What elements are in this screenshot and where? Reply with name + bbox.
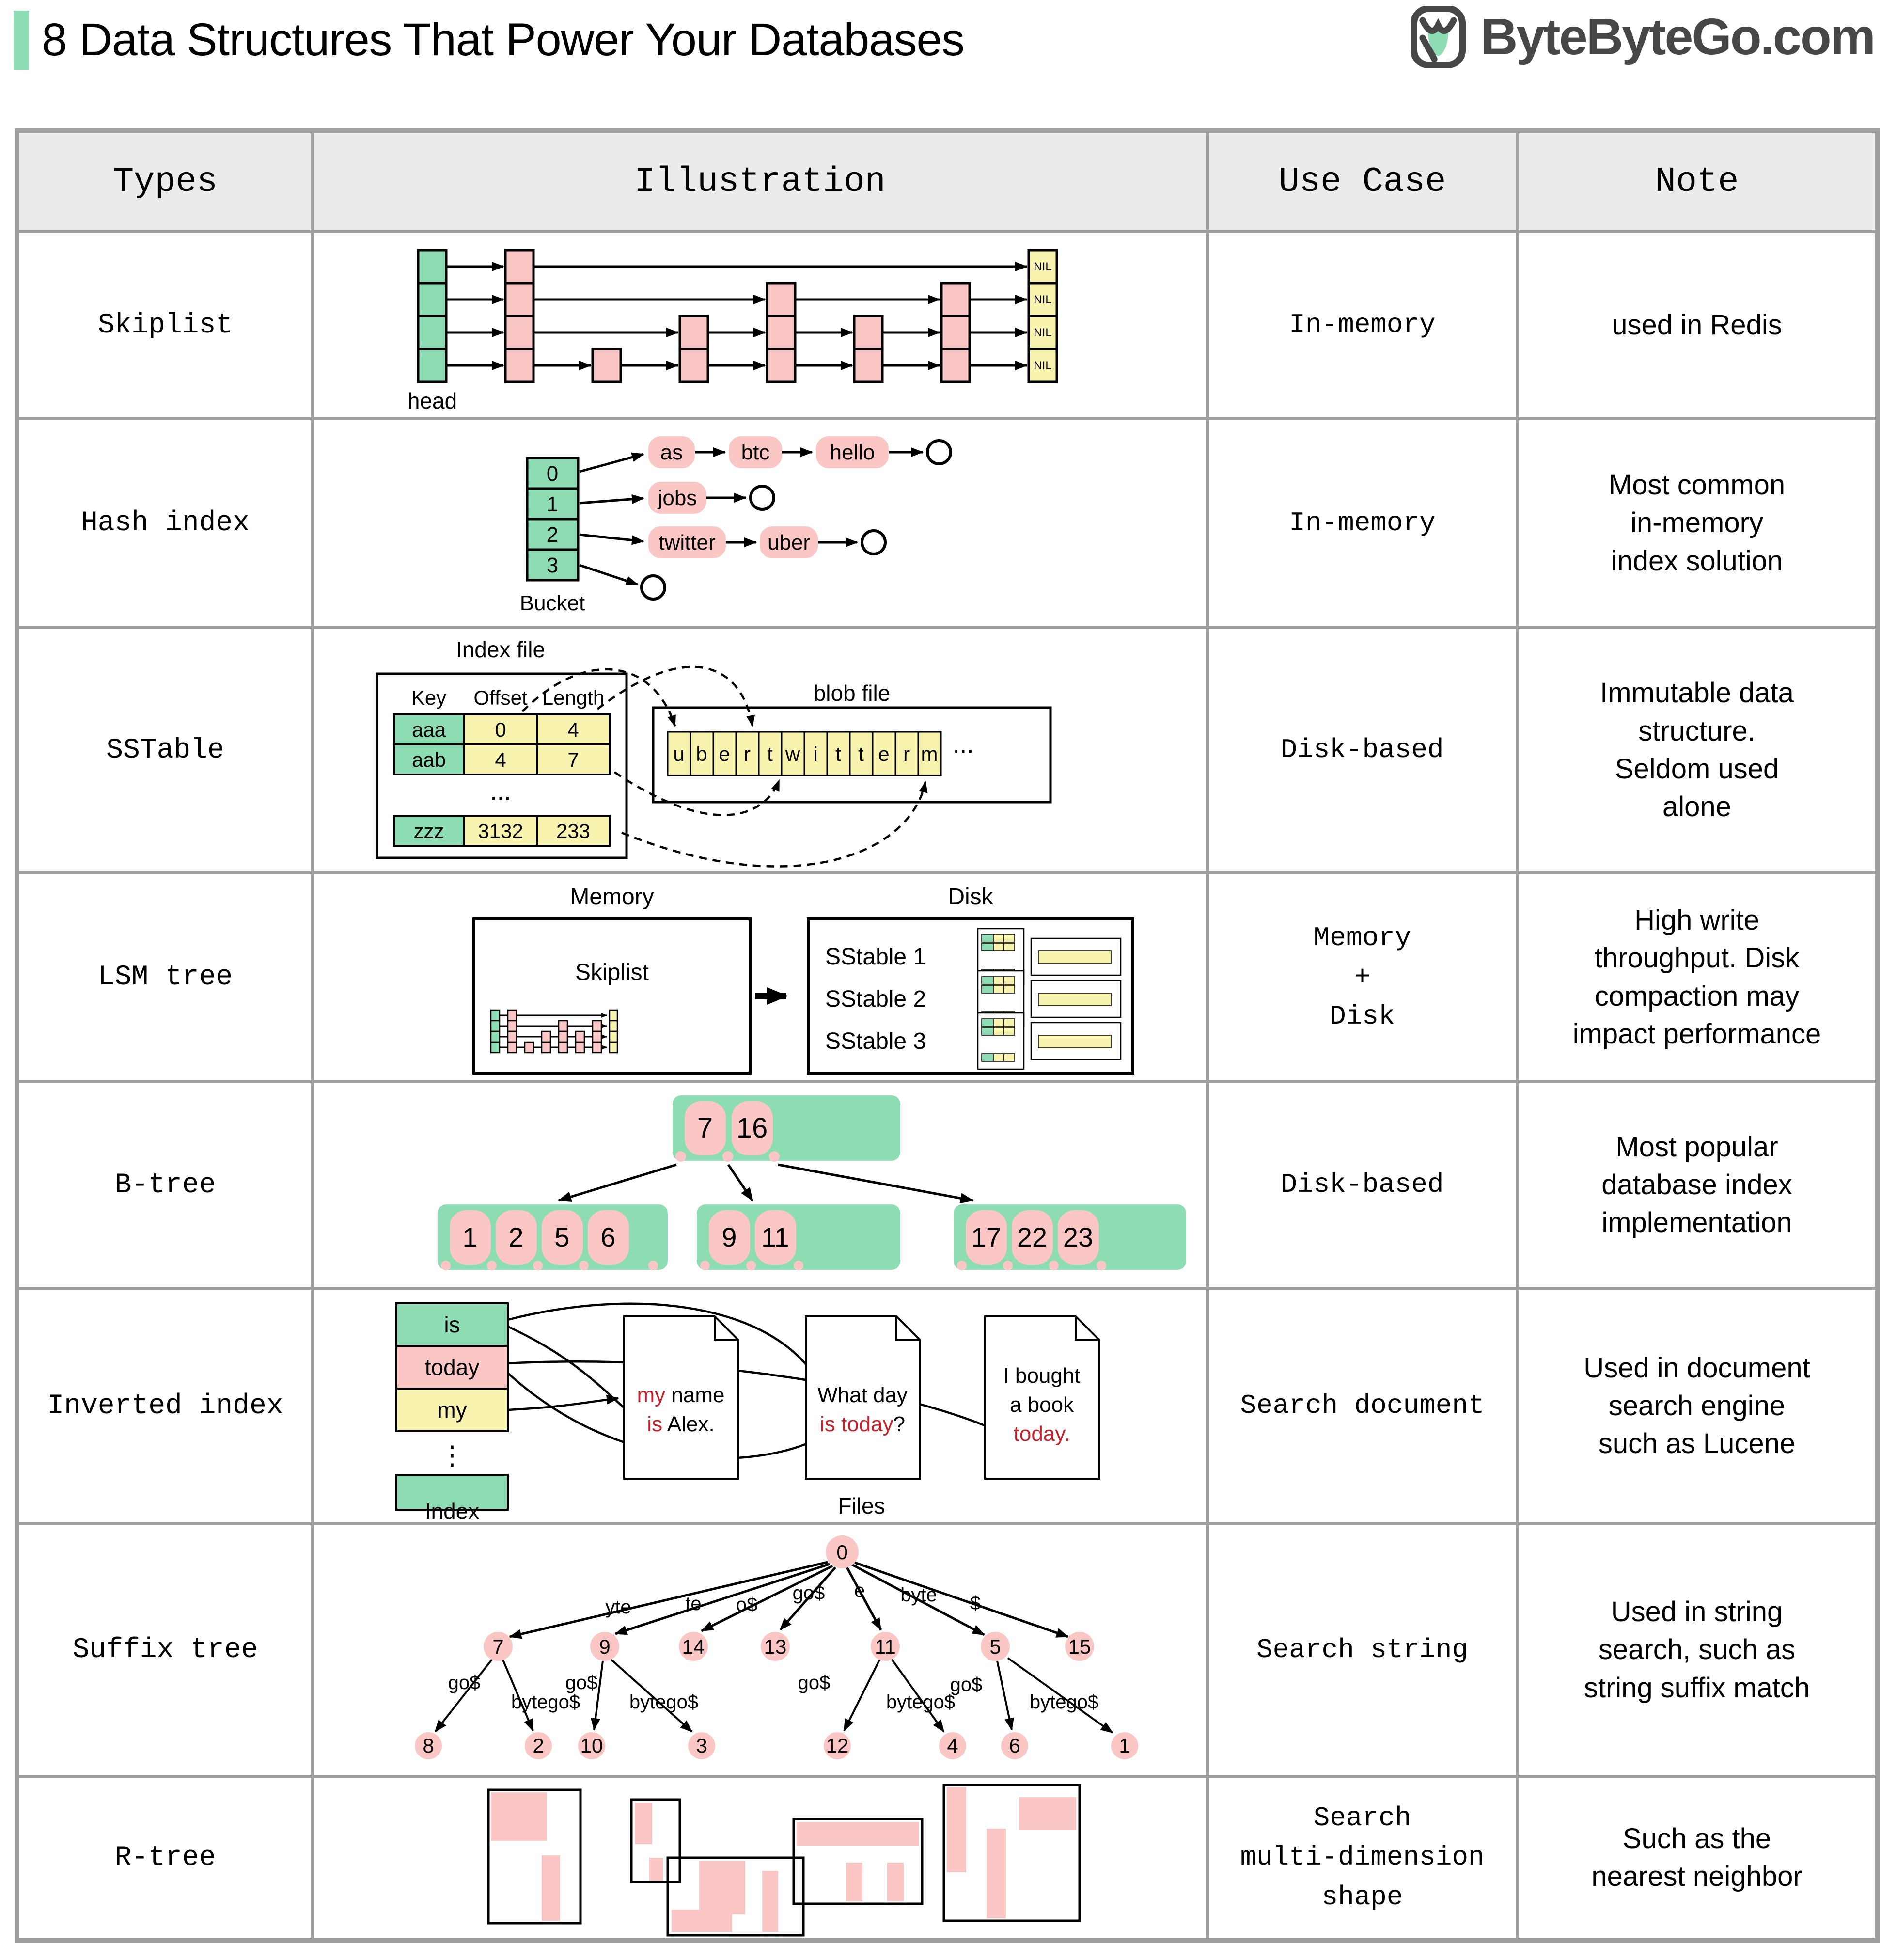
svg-text:SStable 2: SStable 2: [825, 986, 926, 1012]
svg-text:1: 1: [546, 492, 559, 516]
type-hash-index: Hash index: [19, 420, 311, 626]
hash-arrows: [580, 452, 923, 585]
svg-text:Length: Length: [542, 686, 605, 709]
lsm-sstable-thumbnails: [978, 929, 1121, 1069]
svg-text:is: is: [444, 1312, 460, 1337]
svg-text:233: 233: [556, 820, 591, 842]
svg-text:13: 13: [764, 1635, 787, 1658]
svg-text:aaa: aaa: [411, 718, 446, 741]
illustration-suffix-tree: [314, 1525, 1206, 1775]
logo-text: ByteByteGo.com: [1480, 8, 1874, 65]
skiplist-head-label: head: [407, 388, 457, 413]
inverted-index-diagram: [314, 1290, 1206, 1522]
svg-text:hello: hello: [830, 441, 875, 464]
svg-text:t: t: [858, 743, 864, 765]
header-types: Types: [19, 133, 311, 230]
svg-text:SStable 1: SStable 1: [825, 944, 926, 970]
usecase-inverted-index: Search document: [1209, 1290, 1516, 1522]
note-hash-index: Most common in-memory index solution: [1519, 420, 1875, 626]
type-btree: B-tree: [19, 1083, 311, 1287]
svg-text:23: 23: [1063, 1222, 1094, 1252]
svg-text:bytego$: bytego$: [1029, 1691, 1099, 1713]
svg-text:10: 10: [580, 1734, 603, 1757]
svg-text:4: 4: [567, 718, 579, 741]
usecase-btree: Disk-based: [1209, 1083, 1516, 1287]
sstable-diagram: [314, 629, 1206, 871]
svg-text:14: 14: [682, 1635, 705, 1658]
svg-text:aab: aab: [411, 748, 446, 771]
svg-text:bytego$: bytego$: [886, 1691, 956, 1713]
svg-text:e: e: [854, 1580, 865, 1601]
svg-text:as: as: [660, 441, 683, 464]
skiplist-columns: [418, 250, 1057, 382]
svg-text:bytego$: bytego$: [629, 1691, 699, 1713]
btree-child-node-1: [438, 1204, 668, 1270]
type-suffix-tree: Suffix tree: [19, 1525, 311, 1775]
svg-text:SStable 3: SStable 3: [825, 1028, 926, 1054]
btree-root-node: [673, 1095, 900, 1162]
svg-text:What day: What day: [817, 1383, 908, 1407]
sstable-index-file-label: Index file: [455, 637, 546, 662]
svg-text:12: 12: [826, 1734, 849, 1757]
svg-text:2: 2: [533, 1734, 544, 1757]
svg-text:NIL: NIL: [1034, 293, 1052, 306]
svg-text:11: 11: [761, 1222, 790, 1252]
svg-text:2: 2: [546, 523, 559, 547]
svg-text:1: 1: [462, 1222, 478, 1252]
svg-text:16: 16: [736, 1112, 768, 1144]
hash-bucket-label: Bucket: [519, 591, 585, 615]
illustration-btree: [314, 1083, 1206, 1287]
svg-text:5: 5: [989, 1635, 1001, 1658]
svg-text:uber: uber: [767, 531, 811, 554]
btree-pointer-arrows: [559, 1165, 973, 1201]
svg-text:Key: Key: [411, 686, 447, 709]
note-sstable: Immutable data structure. Seldom used alone: [1519, 629, 1875, 871]
svg-text:go$: go$: [565, 1672, 598, 1693]
svg-text:e: e: [719, 743, 730, 765]
note-inverted-index: Used in document search engine such as Lucene: [1519, 1290, 1875, 1522]
svg-text:I bought: I bought: [1003, 1364, 1081, 1388]
skiplist-head-column: [418, 250, 446, 382]
svg-text:4: 4: [495, 748, 506, 771]
svg-text:t: t: [835, 743, 841, 765]
svg-text:8: 8: [423, 1734, 434, 1757]
note-skiplist: used in Redis: [1519, 233, 1875, 417]
type-inverted-index: Inverted index: [19, 1290, 311, 1522]
svg-text:byte: byte: [900, 1584, 937, 1606]
type-lsm-tree: LSM tree: [19, 874, 311, 1080]
svg-text:bytego$: bytego$: [511, 1691, 580, 1713]
svg-text:twitter: twitter: [658, 531, 716, 554]
svg-text:22: 22: [1017, 1222, 1048, 1252]
btree-child-node-2: [697, 1204, 900, 1270]
data-structures-table: [15, 128, 1880, 1943]
svg-text:0: 0: [546, 462, 559, 486]
usecase-lsm-tree: Memory + Disk: [1209, 874, 1516, 1080]
svg-text:0: 0: [495, 718, 506, 741]
svg-text:yte: yte: [605, 1596, 631, 1618]
svg-text:jobs: jobs: [658, 486, 697, 510]
svg-text:today: today: [424, 1355, 480, 1380]
svg-text:zzz: zzz: [413, 820, 444, 842]
svg-text:2: 2: [508, 1222, 524, 1252]
svg-text:go$: go$: [798, 1672, 831, 1693]
inverted-index-arrows: [508, 1304, 998, 1458]
svg-text:my name: my name: [637, 1383, 725, 1407]
lsm-tree-diagram: [314, 874, 1206, 1080]
files-label: Files: [838, 1493, 885, 1518]
svg-text:3132: 3132: [478, 820, 523, 842]
header-illustration: Illustration: [314, 133, 1206, 230]
suffix-tree-diagram: [314, 1525, 1206, 1775]
sstable-blob-file-label: blob file: [813, 680, 891, 706]
svg-text:6: 6: [1009, 1734, 1020, 1757]
svg-text:$: $: [970, 1593, 981, 1614]
svg-text:te: te: [685, 1593, 702, 1614]
lsm-memory-label: Memory: [570, 884, 654, 910]
header-note: Note: [1519, 133, 1875, 230]
svg-text:7: 7: [697, 1112, 713, 1144]
suffix-tree-edges-level1: [510, 1562, 1068, 1637]
note-lsm-tree: High write throughput. Disk compaction may impact performance: [1519, 874, 1875, 1080]
svg-text:u: u: [673, 743, 685, 765]
svg-text:a book: a book: [1009, 1393, 1074, 1417]
illustration-lsm-tree: [314, 874, 1206, 1080]
svg-text:go$: go$: [950, 1674, 983, 1695]
illustration-hash-index: [314, 420, 1206, 626]
rtree-diagram: [314, 1778, 1206, 1938]
svg-text:9: 9: [721, 1222, 737, 1252]
logo: [1410, 6, 1874, 68]
lsm-disk-label: Disk: [948, 884, 993, 910]
svg-text:go$: go$: [448, 1672, 481, 1693]
vertical-ellipsis: ⋮: [439, 1441, 465, 1470]
svg-text:my: my: [437, 1397, 467, 1423]
btree-child-node-3: [954, 1204, 1186, 1270]
svg-text:r: r: [744, 743, 751, 765]
title-accent-bar: [14, 11, 29, 70]
sstable-column-headers: [411, 686, 604, 709]
type-skiplist: Skiplist: [19, 233, 311, 417]
lsm-sstable-labels: [825, 944, 926, 1054]
svg-text:...: ...: [953, 730, 974, 759]
svg-text:is today?: is today?: [819, 1412, 906, 1436]
bytebytego-logo-icon: [1410, 6, 1472, 68]
svg-text:btc: btc: [741, 441, 770, 464]
sstable-blob-cells: [668, 732, 941, 775]
svg-text:go$: go$: [792, 1582, 825, 1604]
type-rtree: R-tree: [19, 1778, 311, 1938]
btree-diagram: [314, 1083, 1206, 1287]
type-sstable: SSTable: [19, 629, 311, 871]
svg-text:1: 1: [1119, 1734, 1130, 1757]
illustration-sstable: [314, 629, 1206, 871]
usecase-skiplist: In-memory: [1209, 233, 1516, 417]
header-use-case: Use Case: [1209, 133, 1516, 230]
svg-text:3: 3: [696, 1734, 707, 1757]
masthead: [0, 0, 1881, 121]
svg-text:is Alex.: is Alex.: [647, 1412, 715, 1436]
note-rtree: Such as the nearest neighbor: [1519, 1778, 1875, 1938]
svg-text:t: t: [767, 743, 773, 765]
note-suffix-tree: Used in string search, such as string suffix match: [1519, 1525, 1875, 1775]
lsm-skiplist-label: Skiplist: [575, 960, 649, 985]
svg-text:9: 9: [599, 1635, 611, 1658]
svg-text:NIL: NIL: [1034, 260, 1052, 273]
illustration-skiplist: [314, 233, 1206, 417]
svg-text:4: 4: [947, 1734, 958, 1757]
page-title: 8 Data Structures That Power Your Databases: [42, 14, 964, 65]
svg-text:m: m: [921, 743, 938, 765]
svg-text:e: e: [878, 743, 890, 765]
skiplist-diagram: [314, 233, 1206, 417]
svg-text:w: w: [785, 743, 800, 765]
svg-text:NIL: NIL: [1034, 326, 1052, 339]
svg-text:17: 17: [971, 1222, 1002, 1252]
svg-text:b: b: [696, 743, 707, 765]
svg-text:7: 7: [567, 748, 579, 771]
svg-text:o$: o$: [736, 1594, 758, 1615]
svg-text:15: 15: [1068, 1635, 1091, 1658]
svg-text:0: 0: [836, 1541, 848, 1564]
svg-text:r: r: [903, 743, 910, 765]
inverted-index-label: Index: [424, 1499, 480, 1522]
hash-index-diagram: [314, 420, 1206, 626]
svg-text:5: 5: [554, 1222, 570, 1252]
svg-text:i: i: [813, 743, 818, 765]
svg-text:6: 6: [600, 1222, 616, 1252]
svg-text:...: ...: [490, 777, 511, 806]
svg-text:today.: today.: [1013, 1422, 1070, 1446]
usecase-hash-index: In-memory: [1209, 420, 1516, 626]
usecase-sstable: Disk-based: [1209, 629, 1516, 871]
svg-text:3: 3: [546, 553, 559, 577]
note-btree: Most popular database index implementation: [1519, 1083, 1875, 1287]
svg-text:11: 11: [875, 1635, 896, 1658]
skiplist-node-columns: [505, 250, 970, 382]
svg-text:NIL: NIL: [1034, 359, 1052, 372]
svg-text:7: 7: [492, 1635, 504, 1658]
usecase-suffix-tree: Search string: [1209, 1525, 1516, 1775]
usecase-rtree: Search multi-dimension shape: [1209, 1778, 1516, 1938]
svg-text:Offset: Offset: [473, 686, 528, 709]
illustration-inverted-index: [314, 1290, 1206, 1522]
illustration-rtree: [314, 1778, 1206, 1938]
